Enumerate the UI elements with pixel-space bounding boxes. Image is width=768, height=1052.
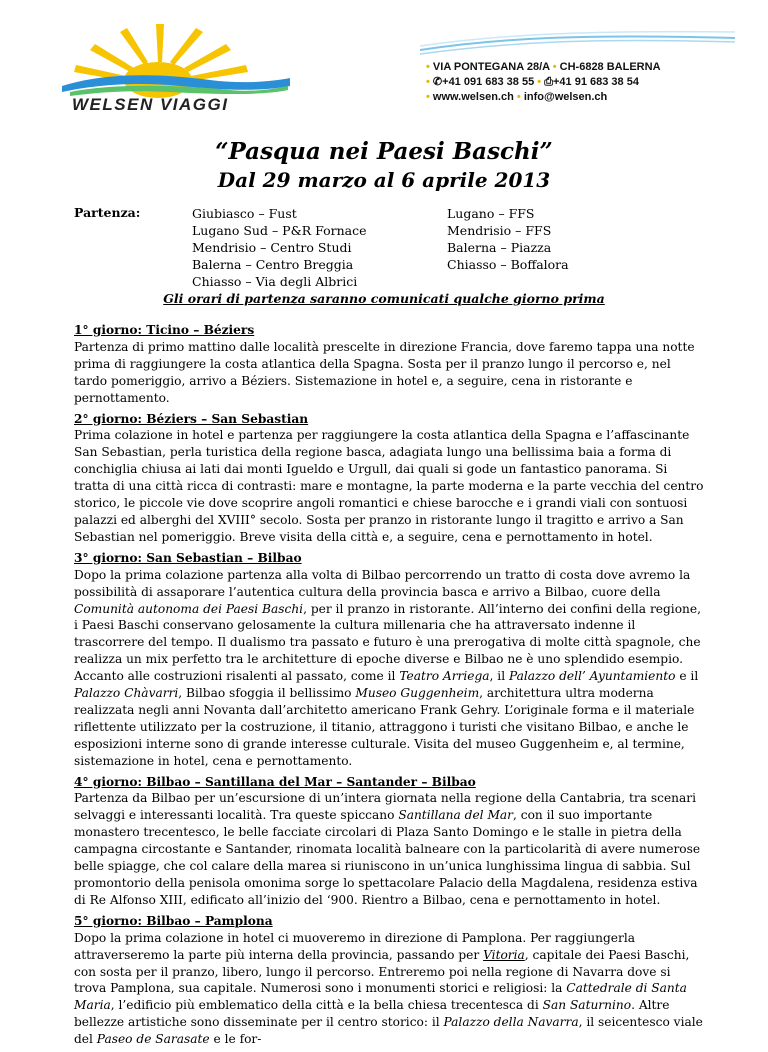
departure-list-1 — [192, 205, 366, 290]
text-segment: Dopo la prima colazione partenza alla volta di Bilbao percorrendo un tratto di costa dove avremo la possibilità di assaporare l’autentica cultura della provincia basca e arrivo a Bilbao, cuore della — [74, 567, 691, 599]
departure-item: Mendrisio – Centro Studi — [192, 240, 352, 255]
contact-line-web: • www.welsen.ch • info@welsen.ch — [426, 91, 608, 103]
day-description — [74, 427, 704, 545]
day-description — [74, 339, 704, 407]
departure-item: Chiasso – Boffalora — [447, 257, 569, 272]
phone-number: +41 091 683 38 55 — [442, 76, 535, 88]
departure-item: Lugano Sud – P&R Fornace — [192, 223, 367, 238]
departure-item: Balerna – Centro Breggia — [192, 257, 354, 272]
text-segment: Dopo la prima colazione in hotel ci muoveremo in direzione di Pamplona. Per raggiungerla attraverseremo la parte più interna della provincia, passando per — [74, 930, 635, 962]
day-title: 5° giorno: Bilbao – Pamplona — [74, 913, 273, 928]
itinerary — [74, 322, 704, 1052]
text-segment: Prima colazione in hotel e partenza per raggiungere la costa atlantica della Spagna e l’affascinante San Sebastian, perla turistica della regione basca, adagiata lungo una bellissima baia a forma di conchiglia chiusa ai lati dai monti Igueldo e Urgull, dai quali si gode un fantastico panorama. Si tratta di una città ricca di contrasti: mare e montagne, la parte moderna e la parte vecchia del centro storico, le piccole vie dove scoprire angoli romantici e chiese barocche e i grandi viali con sontuosi palazzi ed alberghi del XVIII° secolo. Sosta per pranzo in ristorante lungo il tragitto e arrivo a San Sebastian nel pomeriggio. Breve visita della città e, a seguire, cena e pernottamento in hotel. — [74, 428, 704, 544]
page-title: “Pasqua nei Paesi Baschi” — [215, 138, 553, 165]
day-section — [74, 322, 704, 407]
text-segment: Partenza da Bilbao per un’escursione di un’intera giornata nella regione della Cantabria, tra scenari selvaggi e interessanti località. Tra queste spiccano — [74, 791, 697, 823]
phone-icon: ✆ — [432, 76, 443, 88]
departure-label: Partenza: — [74, 205, 141, 220]
day-section — [74, 411, 704, 546]
email-link[interactable]: info@welsen.ch — [523, 91, 608, 103]
day-section — [74, 550, 704, 770]
text-segment: e le for- — [209, 1032, 262, 1047]
departure-item: Lugano – FFS — [447, 206, 535, 221]
text-segment: , il — [489, 669, 509, 684]
page-subtitle: Dal 29 marzo al 6 aprile 2013 — [217, 168, 551, 192]
italic-term: Cattedrale di Santa Maria — [74, 981, 687, 1013]
address-city: CH-6828 BALERNA — [559, 61, 661, 73]
italic-term: Comunità autonoma dei Paesi Baschi — [74, 601, 304, 616]
logo-text: WELSEN VIAGGI — [72, 95, 229, 114]
italic-term: Palazzo della Navarra — [443, 1015, 579, 1030]
contact-block — [426, 60, 661, 105]
day-section — [74, 774, 704, 909]
day-title: 2° giorno: Béziers – San Sebastian — [74, 411, 309, 426]
departure-item: Giubiasco – Fust — [192, 206, 297, 221]
header-swoosh — [420, 28, 735, 58]
departure-item: Balerna – Piazza — [447, 240, 552, 255]
fax-icon: ⎙ — [544, 76, 553, 88]
day-description — [74, 930, 704, 1048]
departure-list-2 — [447, 205, 569, 273]
text-segment: Partenza di primo mattino dalle località prescelte in direzione Francia, dove faremo tappa una notte prima di raggiungere la costa atlantica della Spagna. Sosta per il pranzo lungo il percorso e, nel tardo pomeriggio, arrivo a Béziers. Sistemazione in hotel e, a seguire, cena in ristorante e pernottamento. — [74, 339, 695, 405]
text-segment: , architettura ultra moderna realizzata negli anni Novanta dall’architetto americano Frank Gehry. L’originale forma e il materiale riflettente utilizzato per la costruzione, il titanio, attraggono i turisti che visitano Bilbao, e anche le esposizioni interne sono di grande interesse culturale. Visita del museo Guggenheim e, al termine, sistemazione in hotel, cena e pernottamento. — [74, 686, 695, 768]
day-title: 3° giorno: San Sebastian – Bilbao — [74, 550, 302, 565]
italic-term: Vitoria — [483, 947, 525, 962]
departure-times-note: Gli orari di partenza saranno comunicati qualche giorno prima — [163, 291, 605, 306]
italic-term: Palazzo Chàvarri — [74, 686, 179, 701]
text-segment: , con il suo importante monastero trecentesco, le belle facciate circolari di Plaza Santo Domingo e le stalle in pietra della campagna circostante e Santander, rinomata località balneare con la particolarità di avere numerose belle spiagge, che col calare della marea si riuniscono in un’unica lunghissima lingua di sabbia. Sul promontorio della penisola omonima sorge lo spettacolare Palacio della Magdalena, residenza estiva di Re Alfonso XIII, edificato all’inizio del ‘900. Rientro a Bilbao, cena e pernottamento in hotel. — [74, 808, 701, 907]
website-link[interactable]: www.welsen.ch — [432, 91, 514, 103]
text-segment: , capitale dei Paesi Baschi, con sosta per il pranzo, libero, lungo il percorso. Entreremo poi nella regione di Navarra dove si trova Pamplona, sua capitale. Numerosi sono i monumenti storici e religiosi: la — [74, 947, 690, 996]
italic-term: Teatro Arriega — [399, 669, 490, 684]
italic-term: Santillana del Mar — [398, 808, 514, 823]
text-segment: , l’edificio più emblematico della città e la bella chiesa trecentesca di — [110, 998, 543, 1013]
day-description — [74, 567, 704, 770]
day-description — [74, 790, 704, 908]
day-title: 4° giorno: Bilbao – Santillana del Mar – Santander – Bilbao — [74, 774, 476, 789]
text-segment: , il seicentesco viale del — [74, 1015, 703, 1047]
italic-term: Museo Guggenheim — [355, 686, 480, 701]
italic-term: Paseo de Sarasate — [96, 1032, 210, 1047]
italic-term: San Saturnino — [542, 998, 632, 1013]
departure-item: Mendrisio – FFS — [447, 223, 552, 238]
fax-number: +41 91 683 38 54 — [553, 76, 639, 88]
text-segment: e il — [675, 669, 699, 684]
text-segment: , per il pranzo in ristorante. All’interno dei confini della regione, i Paesi Baschi conservano gelosamente la cultura millenaria che ha attraversato indenne il trascorrere del tempo. Il dualismo tra passato e futuro è una prerogativa di molte città spagnole, che realizza un mix perfetto tra le architetture di epoche diverse e Bilbao ne è uno splendido esempio. Accanto alle costruzioni risalenti al passato, come il — [74, 601, 701, 684]
text-segment: . Altre bellezze artistiche sono disseminate per il centro storico: il — [74, 998, 670, 1030]
departure-item: Chiasso – Via degli Albrici — [192, 274, 358, 289]
welsen-viaggi-logo — [60, 22, 292, 114]
italic-term: Palazzo dell’ Ayuntamiento — [508, 669, 676, 684]
address-street: VIA PONTEGANA 28/A — [432, 61, 550, 73]
text-segment: , Bilbao sfoggia il bellissimo — [178, 686, 356, 701]
day-title: 1° giorno: Ticino – Béziers — [74, 323, 255, 337]
contact-line-phone: • ✆+41 091 683 38 55 • ⎙+41 91 683 38 54 — [426, 76, 639, 88]
contact-line-address: • VIA PONTEGANA 28/A • CH-6828 BALERNA — [426, 61, 661, 73]
day-section — [74, 913, 704, 1048]
